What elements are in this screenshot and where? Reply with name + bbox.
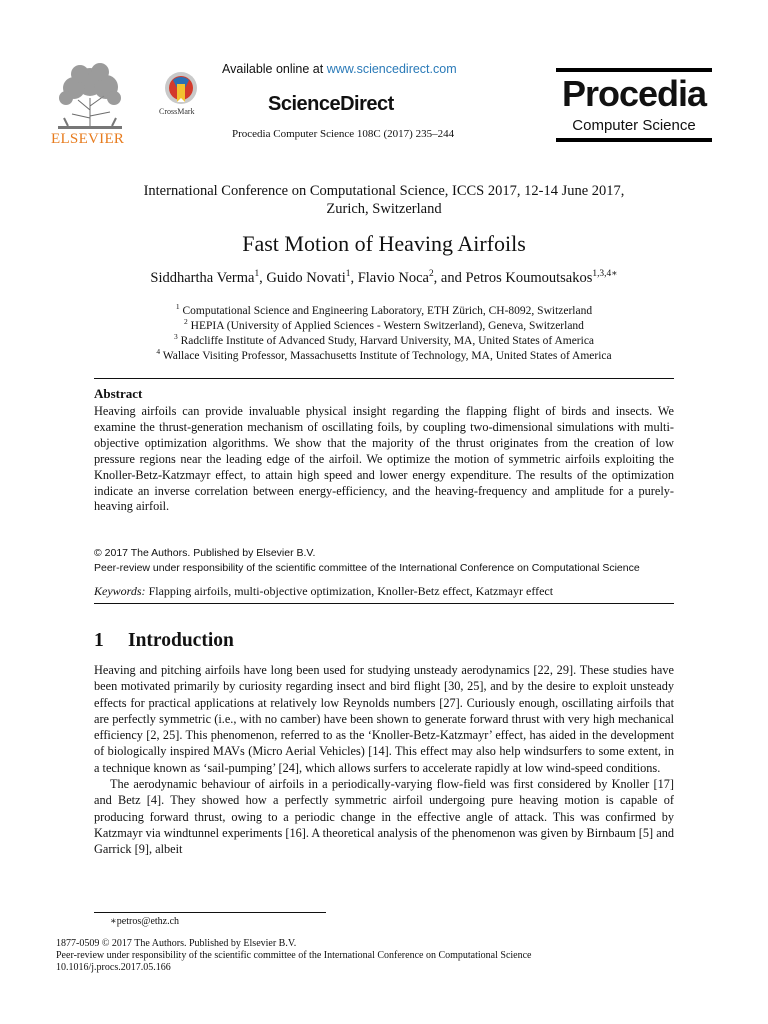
procedia-logo-subtitle: Computer Science: [572, 117, 696, 134]
section-title: Introduction: [128, 630, 234, 651]
abstract-top-rule: [94, 378, 674, 379]
affiliation-item: [92, 304, 676, 319]
affiliation-number: 1: [175, 302, 180, 312]
available-prefix: Available online at: [222, 62, 327, 76]
crossmark-label: CrossMark: [159, 107, 195, 116]
abstract-text: Heaving airfoils can provide invaluable physical insight regarding the flapping flight of birds and insects. We examine the thrust-generation mechanism of oscillating foils, by coupling two-dimensional simulations with multi-objective optimization algorithms. We show that the majority of the thrust originates from the creation of low pressure regions near the leading edge of the airfoil. We optimize the motion of symmetric airfoils exploiting the Knoller-Betz-Katzmayr effect, to attain high speed and lower energy expenditure. The results of the optimization indicate an inverse correlation between energy-efficiency, and the heaving-frequency and amplitude for a purely-heaving airfoil.: [94, 404, 674, 514]
affiliation-list: [92, 304, 676, 364]
affiliation-text: HEPIA (University of Applied Sciences - Western Switzerland), Geneva, Switzerland: [190, 320, 584, 332]
author-list: [92, 270, 676, 287]
affiliation-text: Computational Science and Engineering Laboratory, ETH Zürich, CH-8092, Switzerland: [182, 305, 593, 317]
sciencedirect-wordmark: ScienceDirect: [268, 93, 394, 115]
journal-citation: Procedia Computer Science 108C (2017) 235–244: [232, 128, 455, 140]
author-name: Siddhartha Verma: [150, 270, 255, 286]
keywords-text: Flapping airfoils, multi-objective optimization, Knoller-Betz effect, Katzmayr effect: [148, 584, 554, 598]
author-name: Guido Novati: [266, 270, 346, 286]
section-number: 1: [94, 630, 104, 651]
affiliation-item: [92, 334, 676, 349]
sciencedirect-link[interactable]: www.sciencedirect.com: [326, 62, 457, 76]
author-separator: , and: [433, 270, 466, 286]
affiliation-text: Wallace Visiting Professor, Massachusetts Institute of Technology, MA, United States of America: [162, 350, 612, 362]
copyright-notice: © 2017 The Authors. Published by Elsevier B.V.: [94, 547, 316, 559]
author-separator: ,: [259, 270, 267, 286]
abstract-heading: Abstract: [94, 386, 143, 401]
footer-peer-review: Peer-review under responsibility of the scientific committee of the International Conference on Computational Science: [56, 950, 532, 961]
page-footer: [56, 938, 531, 974]
peer-review-notice: Peer-review under responsibility of the scientific committee of the International Conference on Computational Science: [94, 562, 640, 574]
available-online: [222, 62, 457, 76]
paragraph: The aerodynamic behaviour of airfoils in a periodically-varying flow-field was first considered by Knoller [17] and Betz [4]. They showed how a perfectly symmetric airfoil undergoing pure heaving motion is capable of producing forward thrust, owing to a periodic change in the effective angle of attack. This was confirmed by Katzmayr via windtunnel experiments [16]. A theoretical analysis of the phenomenon was given by Birnbaum [5] and Garrick [9], albeit: [94, 777, 674, 857]
paragraph: Heaving and pitching airfoils have long been used for studying unsteady aerodynamics [22, 29]. These studies have been motivated primarily by curiosity regarding insect and bird flight [30, 25], and by the desire to exploit unsteady effects for practical applications at relatively low Reynolds numbers [27]. Curiously enough, oscillating airfoils that are perfectly symmetric (i.e., with no camber) have been shown to generate forward thrust with very high mechanical efficiency [2, 25]. This phenomenon, referred to as the ‘Knoller-Betz-Katzmayr’ effect, has aided in the development of biologically inspired MAVs (Micro Aerial Vehicles) [14]. This effect may also help windsurfers to some extent, in a technique known as ‘sail-pumping’ [24], which allows surfers to accelerate rapidly at low wind-speed conditions.: [94, 663, 674, 775]
procedia-logo-title: Procedia: [561, 73, 707, 114]
corresponding-author-footnote: ∗petros@ethz.ch: [110, 916, 180, 927]
paper-title: Fast Motion of Heaving Airfoils: [242, 231, 526, 256]
affiliation-item: [92, 319, 676, 334]
affiliation-number: 2: [184, 317, 188, 327]
conference-line-2: Zurich, Switzerland: [326, 201, 442, 217]
conference-line-1: International Conference on Computational Science, ICCS 2017, 12-14 June 2017,: [143, 183, 625, 199]
section-heading: [94, 630, 234, 652]
author-name: Petros Koumoutsakos: [465, 270, 593, 286]
affiliation-number: 3: [173, 332, 178, 342]
publisher-name: ELSEVIER: [51, 131, 125, 147]
author-affiliation-mark: 1: [254, 269, 260, 280]
author-affiliation-mark: 1,3,4∗: [592, 269, 618, 280]
affiliation-number: 4: [156, 347, 161, 357]
author-separator: ,: [350, 270, 358, 286]
abstract-bottom-rule: [94, 603, 674, 604]
keywords: [94, 584, 553, 599]
author-name: Flavio Noca: [357, 270, 429, 286]
author-affiliation-mark: 1: [345, 269, 351, 280]
footnote-rule: [94, 912, 326, 913]
affiliation-text: Radcliffe Institute of Advanced Study, Harvard University, MA, United States of America: [180, 335, 595, 347]
introduction-body: [94, 662, 674, 858]
conference-info: [92, 182, 676, 218]
footer-issn: 1877-0509 © 2017 The Authors. Published by Elsevier B.V.: [56, 938, 297, 949]
footer-doi[interactable]: 10.1016/j.procs.2017.05.166: [56, 962, 171, 973]
keywords-label: Keywords:: [94, 584, 146, 598]
affiliation-item: [92, 349, 676, 364]
author-affiliation-mark: 2: [428, 269, 434, 280]
